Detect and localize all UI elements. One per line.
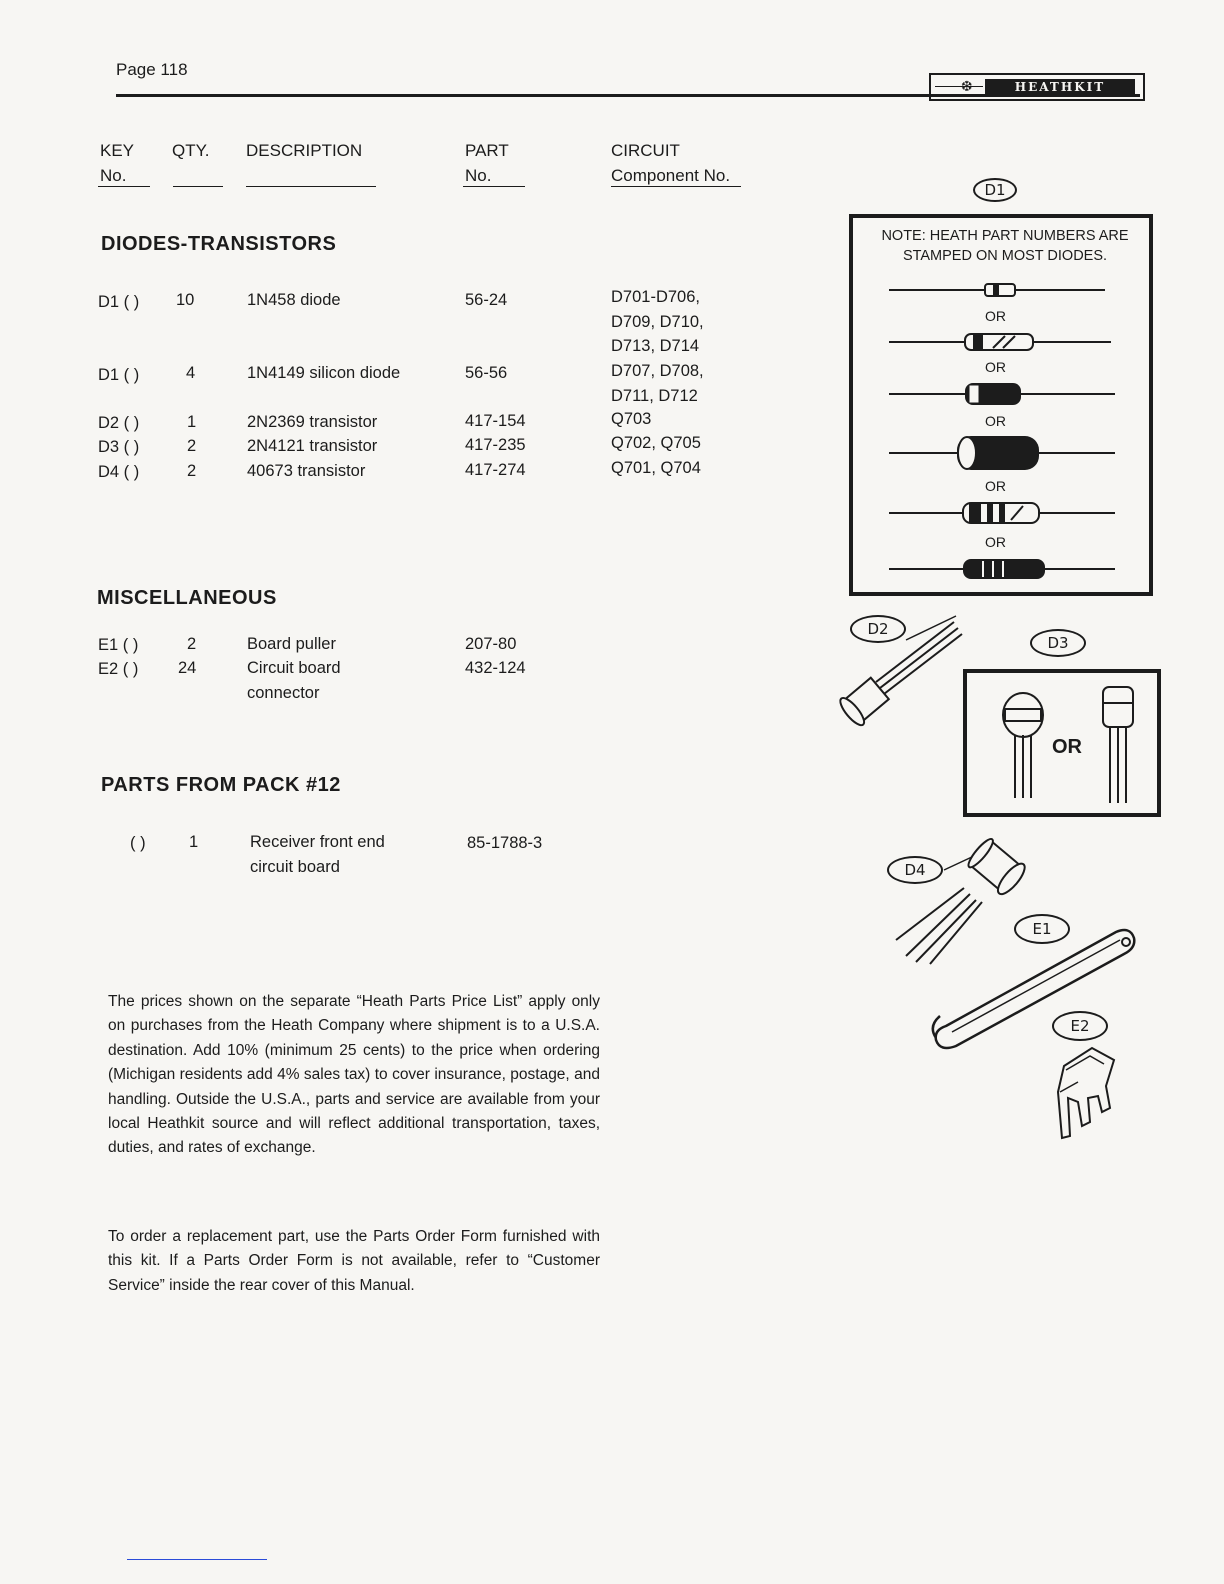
price-notice-paragraph: The prices shown on the separate “Heath Parts Price List” apply only on purchases from the Heath Company where shipment is to a U.S.A. destination. Add 10% (minimum 25 cents) to the price when ordering (Michigan residents add 4% sales tax) to cover insurance, postage, and handling. Outside the U.S.A., parts and service are available from your local Heathkit source and will reflect additional transportation, taxes, duties, and rates of exchange. [108,993,600,1157]
row-qty: 2 [187,437,197,455]
section-title-pack: PARTS FROM PACK #12 [101,774,341,796]
row-description: 2N2369 transistor [247,413,378,431]
section-title-diodes: DIODES-TRANSISTORS [101,233,337,255]
row-qty: 4 [186,364,196,382]
row-part: 56-56 [465,364,508,382]
d2-transistor-illustration [836,612,970,728]
rule [611,186,741,187]
row-qty: 2 [187,462,197,480]
header-rule [116,94,1140,97]
row-part: 417-274 [465,461,526,479]
col-part-header: PART No. [465,141,509,185]
col-qty-header: QTY. [172,141,210,160]
rule [173,186,223,187]
callout-d4: D4 [887,856,943,884]
heathkit-logo: ❆ HEATHKIT [929,73,1145,101]
row-part: 56-24 [465,291,508,309]
row-key: D4 ( ) [98,463,140,481]
or-label: OR [985,478,1006,494]
callout-d2: D2 [850,615,906,643]
or-label: OR [985,308,1006,324]
col-circuit-header: CIRCUIT Component No. [611,141,731,185]
row-qty: 1 [187,413,197,431]
col-key-header: KEY No. [100,141,135,185]
row-key: D3 ( ) [98,438,140,456]
or-label: OR [985,413,1006,429]
diode-note-box [849,214,1153,596]
atom-icon: ❆ [961,78,973,94]
row-description: 1N458 diode [247,291,341,309]
row-description: 40673 transistor [247,462,366,480]
row-description: 2N4121 transistor [247,437,378,455]
row-circuit: Q703 [611,410,652,428]
row-part: 417-235 [465,436,526,454]
row-part: 417-154 [465,412,526,430]
d3-transistor-box [963,669,1161,817]
rule [98,186,150,187]
row-description: Circuit board connector [247,659,341,702]
e2-connector-illustration [1044,1036,1134,1142]
row-circuit: D701-D706, D709, D710, D713, D714 [611,288,704,355]
row-key: ( ) [130,834,146,852]
page-number: Page 118 [116,60,188,79]
row-part: 207-80 [465,635,517,653]
row-circuit: Q702, Q705 [611,434,701,452]
row-circuit: D707, D708, D711, D712 [611,362,704,405]
col-description-header: DESCRIPTION [246,141,363,160]
or-label: OR [1052,736,1082,758]
or-label: OR [985,534,1006,550]
section-title-misc: MISCELLANEOUS [97,587,277,609]
row-qty: 10 [176,291,195,309]
row-part: 85-1788-3 [467,834,543,852]
row-key: D2 ( ) [98,414,140,432]
row-key: E1 ( ) [98,636,139,654]
bottom-rule [127,1559,267,1560]
row-key: D1 ( ) [98,366,140,384]
rule [246,186,376,187]
row-circuit: Q701, Q704 [611,459,701,477]
diode-note-text: NOTE: HEATH PART NUMBERS ARE STAMPED ON MOST DIODES. [881,228,1129,264]
row-description: Receiver front end circuit board [250,833,385,876]
callout-d1: D1 [973,178,1017,202]
row-qty: 24 [178,659,197,677]
order-notice-paragraph: To order a replacement part, use the Parts Order Form furnished with this kit. If a Parts Order Form is not available, refer to “Customer Service” inside the rear cover of this Manual. [108,1228,600,1294]
row-qty: 1 [189,833,199,851]
callout-e2: E2 [1052,1011,1108,1041]
row-qty: 2 [187,635,197,653]
row-description: 1N4149 silicon diode [247,364,401,382]
row-key: E2 ( ) [98,660,139,678]
row-key: D1 ( ) [98,293,140,311]
callout-e1: E1 [1014,914,1070,944]
rule [463,186,525,187]
row-part: 432-124 [465,659,526,677]
row-description: Board puller [247,635,336,653]
callout-d3: D3 [1030,629,1086,657]
or-label: OR [985,359,1006,375]
